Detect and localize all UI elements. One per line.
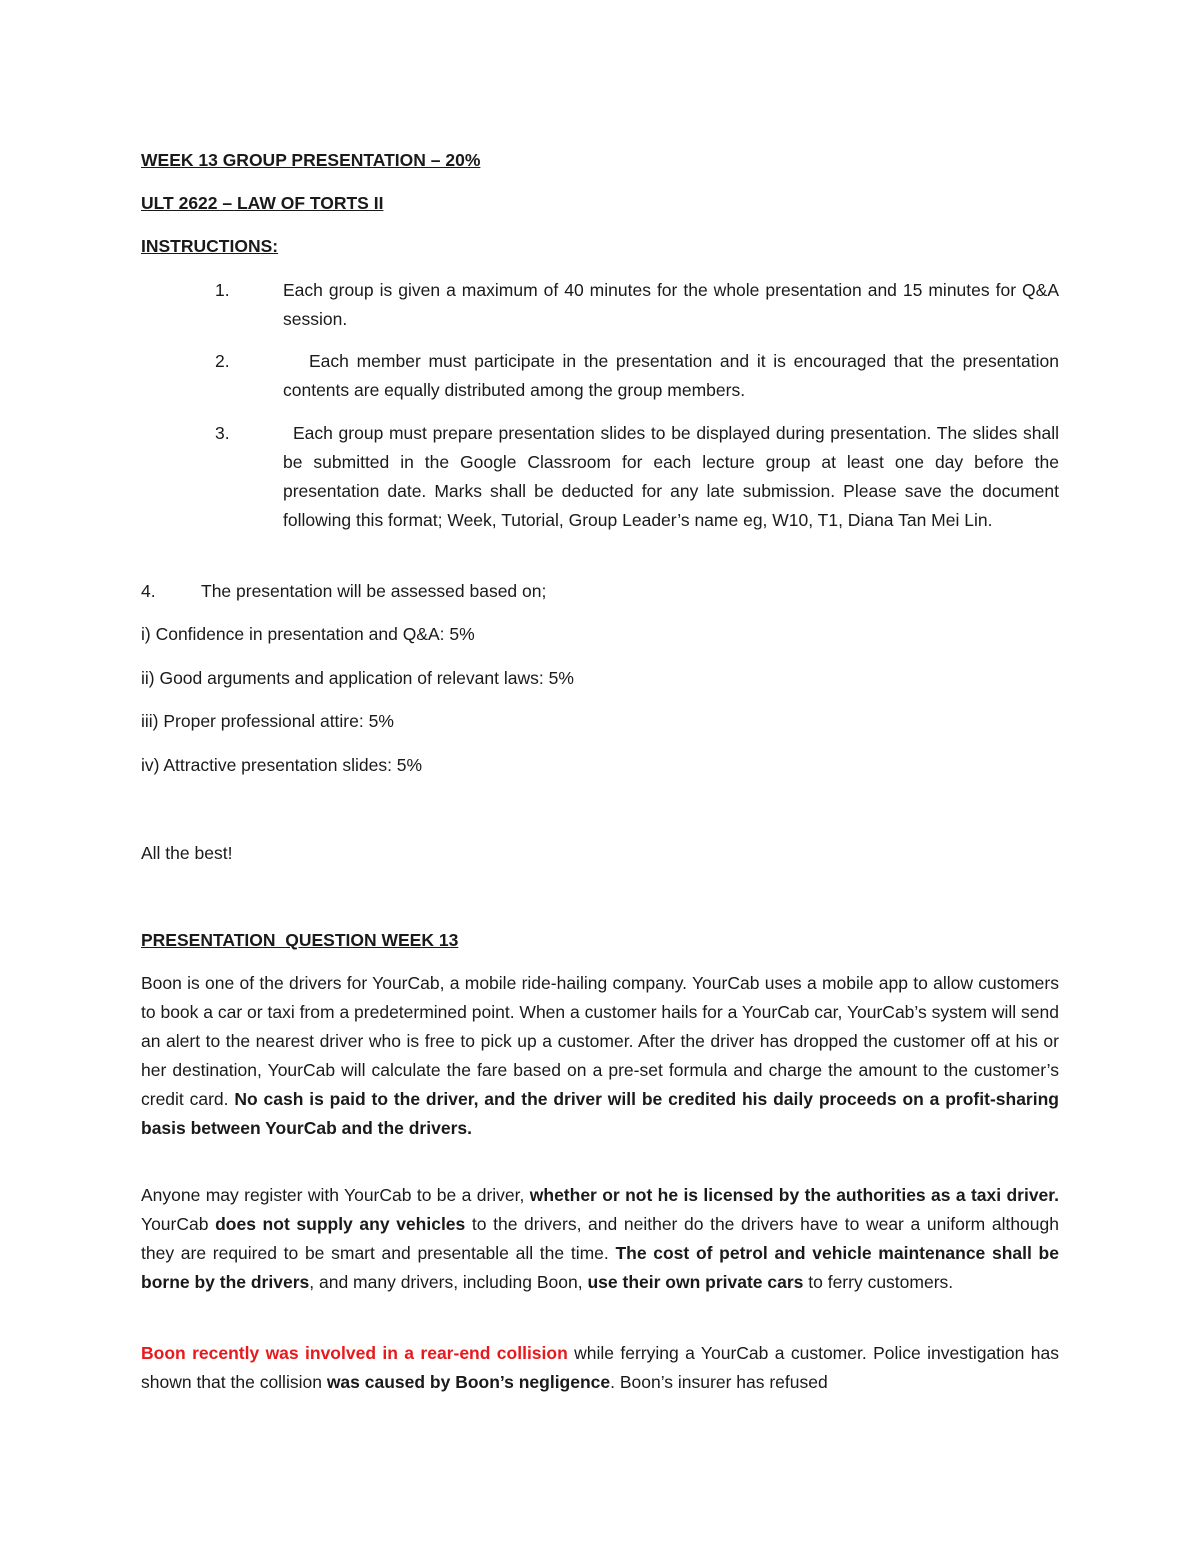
question-paragraph-2: Anyone may register with YourCab to be a driver, whether or not he is licensed by the authorities as a taxi driver. YourCab does not supply any vehicles to the drivers, and neither do the drivers have to wear a uniform although they are required to be smart and presentable all the time. The cost of petrol and vehicle maintenance shall be borne by the drivers, and many drivers, including Boon, use their own private cars to ferry customers. <box>141 1185 1059 1292</box>
assessment-number: 4. <box>141 581 156 601</box>
assessment-intro: The presentation will be assessed based on; <box>201 581 547 601</box>
instruction-text-3: Each group must prepare presentation slides to be displayed during presentation. The slides shall be submitted in the Google Classroom for each lecture group at least one day before the presentation date. Marks shall be deducted for any late submission. Please save the document following this format; Week, Tutorial, Group Leader’s name eg, W10, T1, Diana Tan Mei Lin. <box>283 423 1059 530</box>
criterion-attire: iii) Proper professional attire: 5% <box>141 711 394 731</box>
instruction-text-1: Each group is given a maximum of 40 minutes for the whole presentation and 15 minutes for Q&A session. <box>283 280 1059 329</box>
document-title: WEEK 13 GROUP PRESENTATION – 20% <box>141 150 481 170</box>
criterion-confidence: i) Confidence in presentation and Q&A: 5% <box>141 624 475 644</box>
closing-line: All the best! <box>141 843 233 863</box>
question-paragraph-3: Boon recently was involved in a rear-end collision while ferrying a YourCab a customer. Police investigation has shown that the collision was caused by Boon’s negligence. Boon’s insurer has refused <box>141 1343 1059 1392</box>
instruction-number-2: 2. <box>215 351 230 371</box>
instruction-text-2: Each member must participate in the presentation and it is encouraged that the presentation contents are equally distributed among the group members. <box>283 351 1059 400</box>
question-paragraph-1: Boon is one of the drivers for YourCab, a mobile ride-hailing company. YourCab uses a mobile app to allow customers to book a car or taxi from a predetermined point. When a customer hails for a YourCab car, YourCab’s system will send an alert to the nearest driver who is free to pick up a customer. After the driver has dropped the customer off at his or her destination, YourCab will calculate the fare based on a pre-set formula and charge the amount to the customer’s credit card. No cash is paid to the driver, and the driver will be credited his daily proceeds on a profit-sharing basis between YourCab and the drivers. <box>141 973 1059 1138</box>
course-title: ULT 2622 – LAW OF TORTS II <box>141 193 384 213</box>
instruction-number-3: 3. <box>215 423 230 443</box>
instruction-number-1: 1. <box>215 280 230 300</box>
instructions-heading: INSTRUCTIONS: <box>141 236 279 256</box>
criterion-slides: iv) Attractive presentation slides: 5% <box>141 755 423 775</box>
criterion-arguments: ii) Good arguments and application of relevant laws: 5% <box>141 668 574 688</box>
question-heading: PRESENTATION QUESTION WEEK 13 <box>141 930 459 950</box>
